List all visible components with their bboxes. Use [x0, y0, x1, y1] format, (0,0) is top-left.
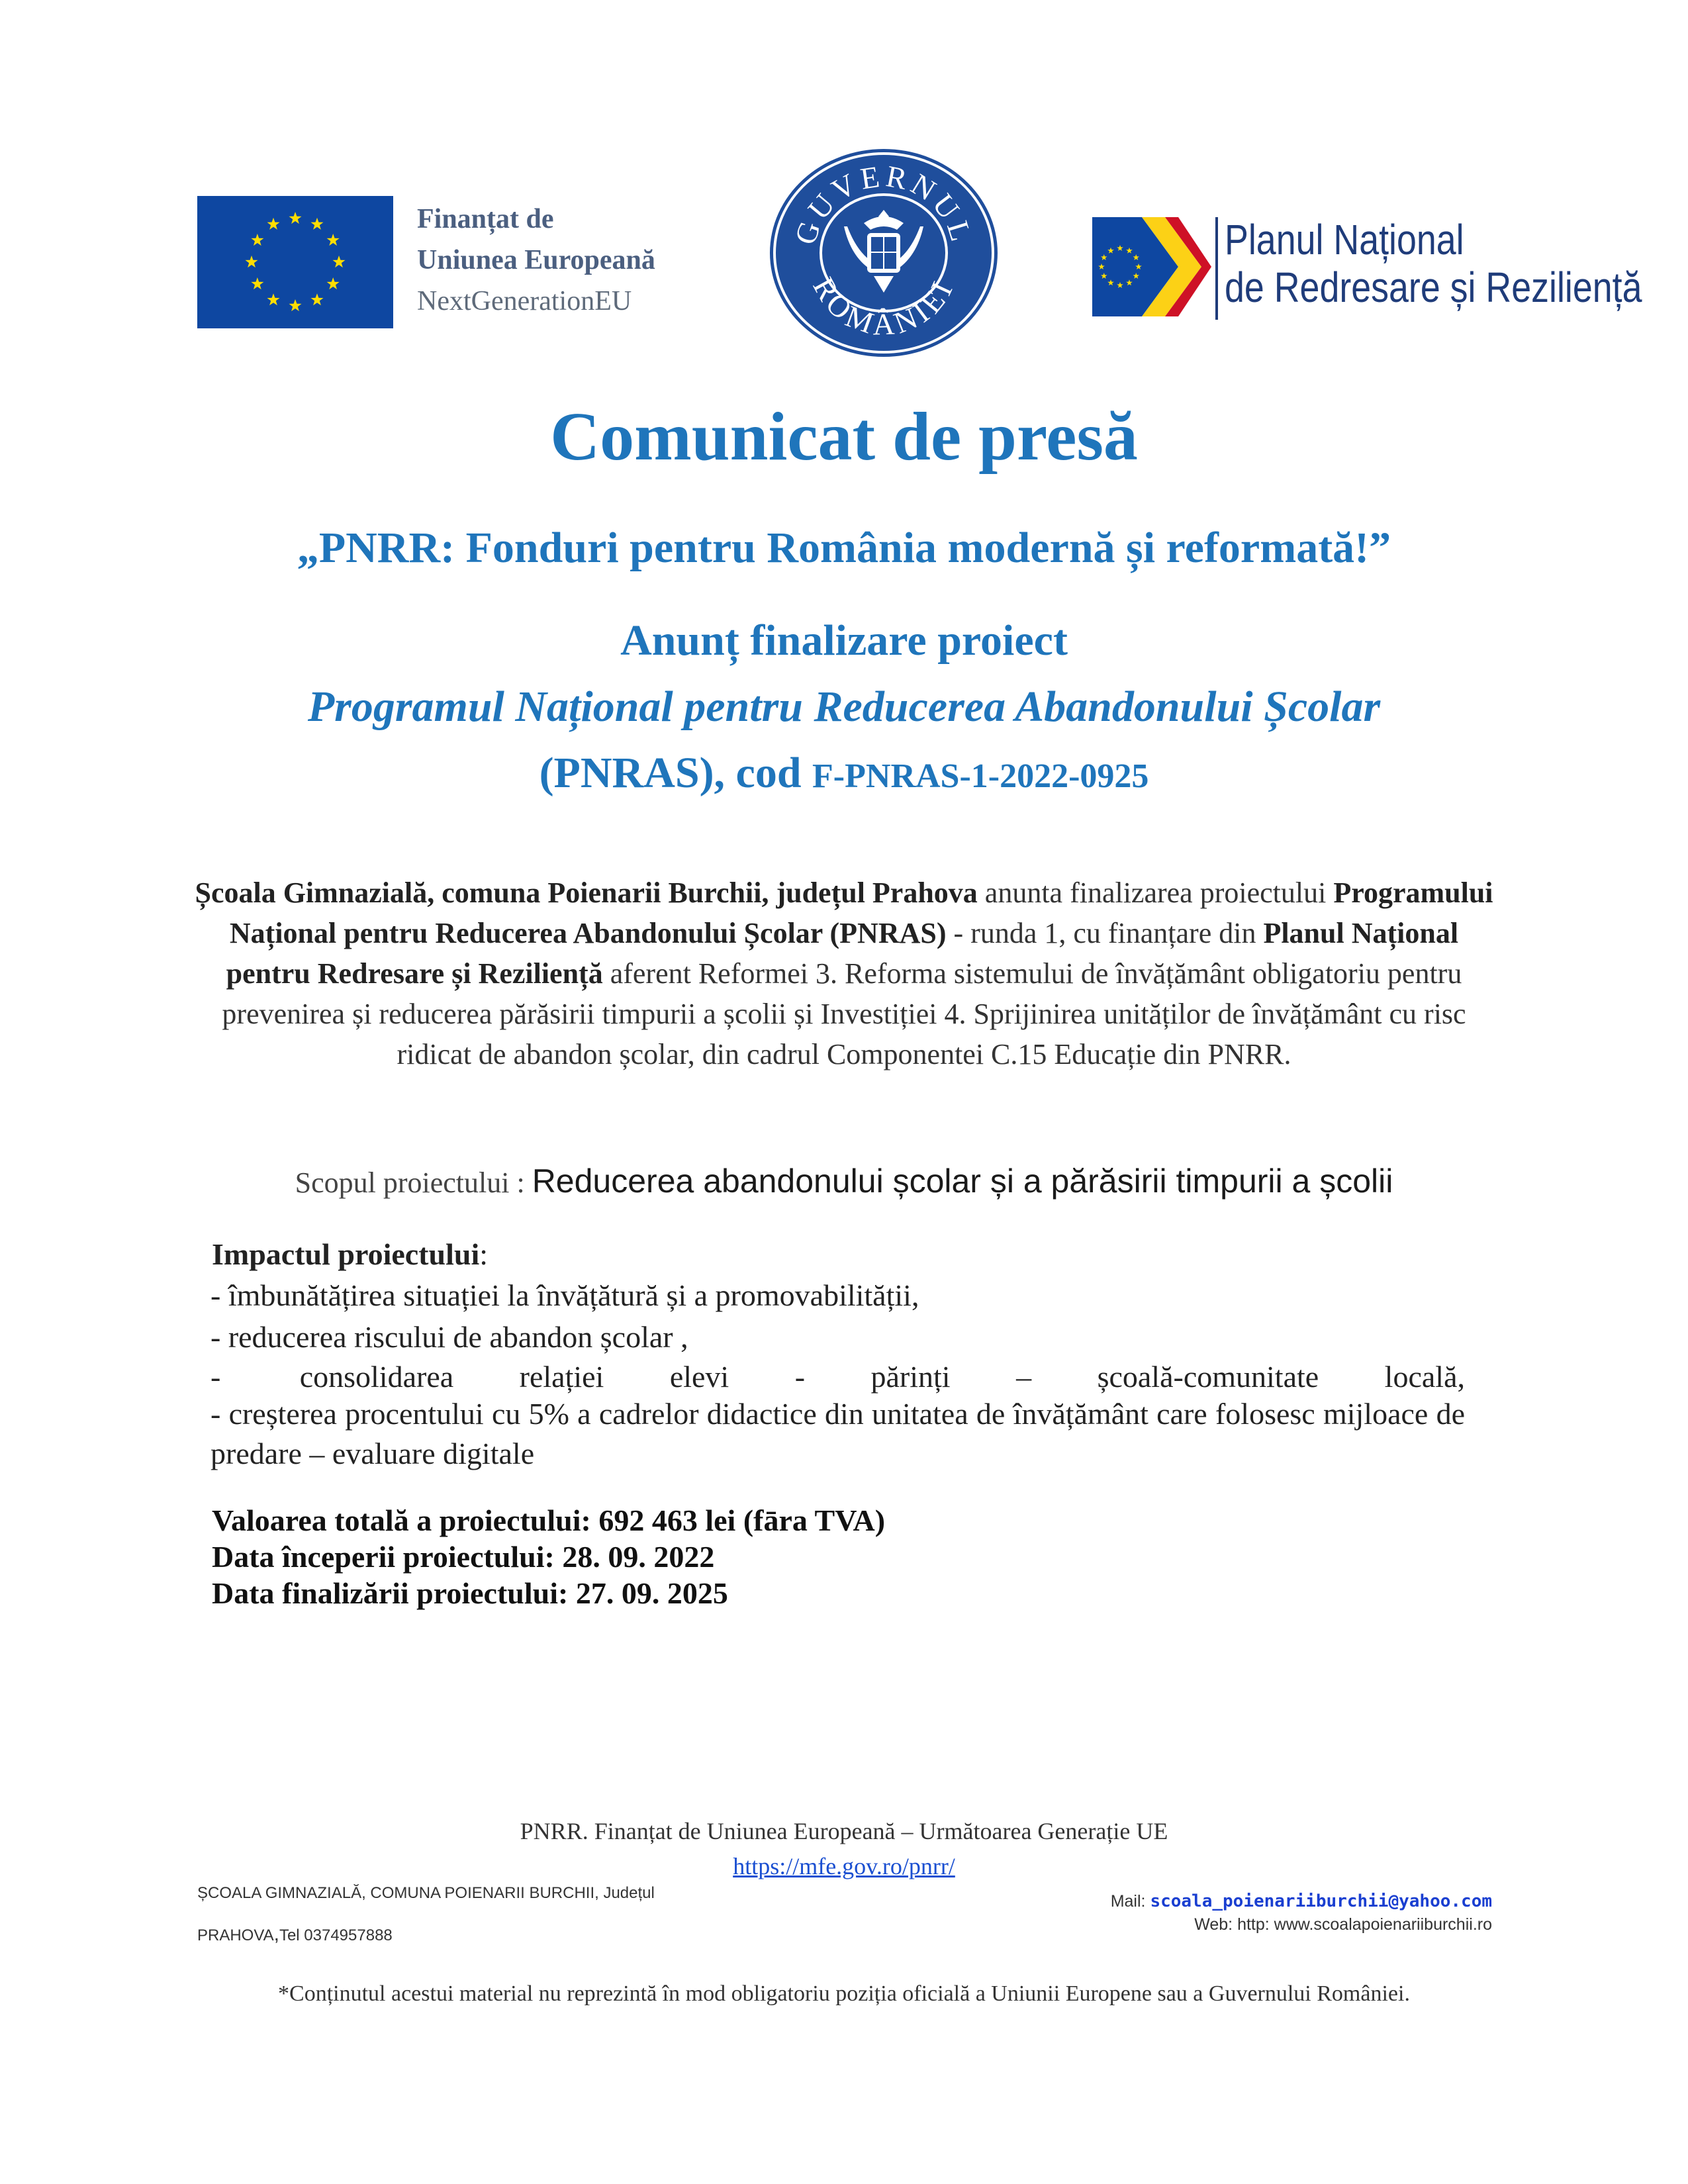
mail-address[interactable]: scoala_poienariiburchii@yahoo.com [1150, 1891, 1492, 1911]
pnrr-chevron-icon [1092, 217, 1211, 316]
program-bold: Programului Național pentru Reducerea Abandonului Școlar (PNRAS) [229, 877, 1493, 949]
impact-item: - reducerea riscului de abandon școlar , [211, 1320, 688, 1354]
program-code-line [0, 748, 1688, 798]
impact-item: - creșterea procentului cu 5% a cadrelor didactice din unitatea de învățământ care folosesc mijloace de predare – evaluare digitale [211, 1397, 1465, 1470]
school-name: Școala Gimnazială, comuna Poienarii Burchii, județul Prahova [195, 877, 978, 909]
school-address-line2 [197, 1923, 393, 1946]
page-title: Comunicat de presă [550, 399, 1138, 475]
disclaimer: *Conținutul acestui material nu reprezintă în mod obligatoriu poziția oficială a Uniunii Europene sau a Guvernului României. [278, 1981, 1410, 2006]
romanian-government-seal [768, 147, 1000, 359]
project-purpose [0, 1162, 1688, 1200]
intro-paragraph [192, 873, 1496, 1074]
footer-funding-line: PNRR. Finanțat de Uniunea Europeană – Următoarea Generație UE [520, 1818, 1168, 1844]
intro-text-3: aferent Reformei 3. Reforma sistemului de învățământ obligatoriu pentru prevenirea și reducerea părăsirii timpurii a școlii și Investiției 4. Sprijinirea unităților de învățământ cu risc ridicat de abandon școlar, din cadrul Componentei C.15 Educație din PNRR. [222, 957, 1466, 1070]
school-phone: Tel 0374957888 [279, 1926, 393, 1944]
seal-text-top: GUVERNUL [788, 159, 980, 249]
impact-item: - îmbunătățirea situației la învățătură și a promovabilității, [211, 1278, 919, 1312]
school-address-line1: ȘCOALA GIMNAZIALĂ, COMUNA POIENARII BURCHII, Județul [197, 1884, 655, 1902]
eu-funding-line2: Uniunea Europeană [417, 245, 655, 275]
program-code-prefix: (PNRAS), cod [539, 749, 813, 797]
eu-funding-line1: Finanțat de [417, 204, 554, 234]
pnrr-title [1225, 216, 1642, 311]
school-county: PRAHOVA [197, 1926, 274, 1944]
eu-funding-line3: NextGenerationEU [417, 286, 632, 316]
plan-bold: Planul Național pentru Redresare și Reziliență [226, 917, 1459, 990]
slogan: „PNRR: Fonduri pentru România modernă și reformată!” [297, 524, 1391, 572]
eu-stars-icon [197, 196, 393, 328]
seal-text-bottom: ROMÂNIEI [806, 271, 961, 342]
impact-heading [212, 1237, 488, 1272]
intro-text-1: anunta finalizarea proiectului [977, 877, 1334, 909]
footer-link-text[interactable]: https://mfe.gov.ro/pnrr/ [733, 1853, 955, 1879]
eu-flag-logo [197, 196, 393, 328]
impact-item: - consolidarea relației elevi - părinți – școală-comunitate locală, [211, 1360, 1465, 1394]
end-date: Data finalizării proiectului: 27. 09. 2025 [212, 1576, 728, 1610]
purpose-label: Scopul proiectului : [295, 1166, 532, 1199]
program-name: Programul Național pentru Reducerea Abandonului Școlar [307, 683, 1381, 731]
impact-title-text: Impactul proiectului [212, 1237, 480, 1271]
school-comma: , [273, 1923, 279, 1945]
impact-colon: : [479, 1237, 489, 1271]
program-code: F-PNRAS-1-2022-0925 [812, 757, 1149, 795]
government-seal-icon [768, 147, 1000, 359]
mail-label: Mail: [1110, 1892, 1150, 1911]
pnrr-logo [1092, 212, 1642, 331]
announcement-heading: Anunț finalizare proiect [620, 616, 1068, 665]
purpose-value: Reducerea abandonului școlar și a părăsirii timpurii a școlii [532, 1163, 1393, 1200]
pnrr-title-line1: Planul Național [1225, 216, 1464, 263]
intro-text-2: - runda 1, cu finanțare din [946, 917, 1264, 949]
pnrr-title-line2: de Redresare și Reziliență [1225, 263, 1642, 311]
footer-link[interactable] [0, 1852, 1688, 1880]
total-value: Valoarea totală a proiectului: 692 463 lei (fāra TVA) [212, 1503, 886, 1537]
start-date: Data începerii proiectului: 28. 09. 2022 [212, 1540, 715, 1574]
web-line: Web: http: www.scoalapoienariiburchii.ro [1194, 1915, 1492, 1934]
pnrr-divider [1215, 217, 1218, 320]
eu-funding-text [417, 199, 655, 322]
mail-line [1111, 1891, 1492, 1911]
